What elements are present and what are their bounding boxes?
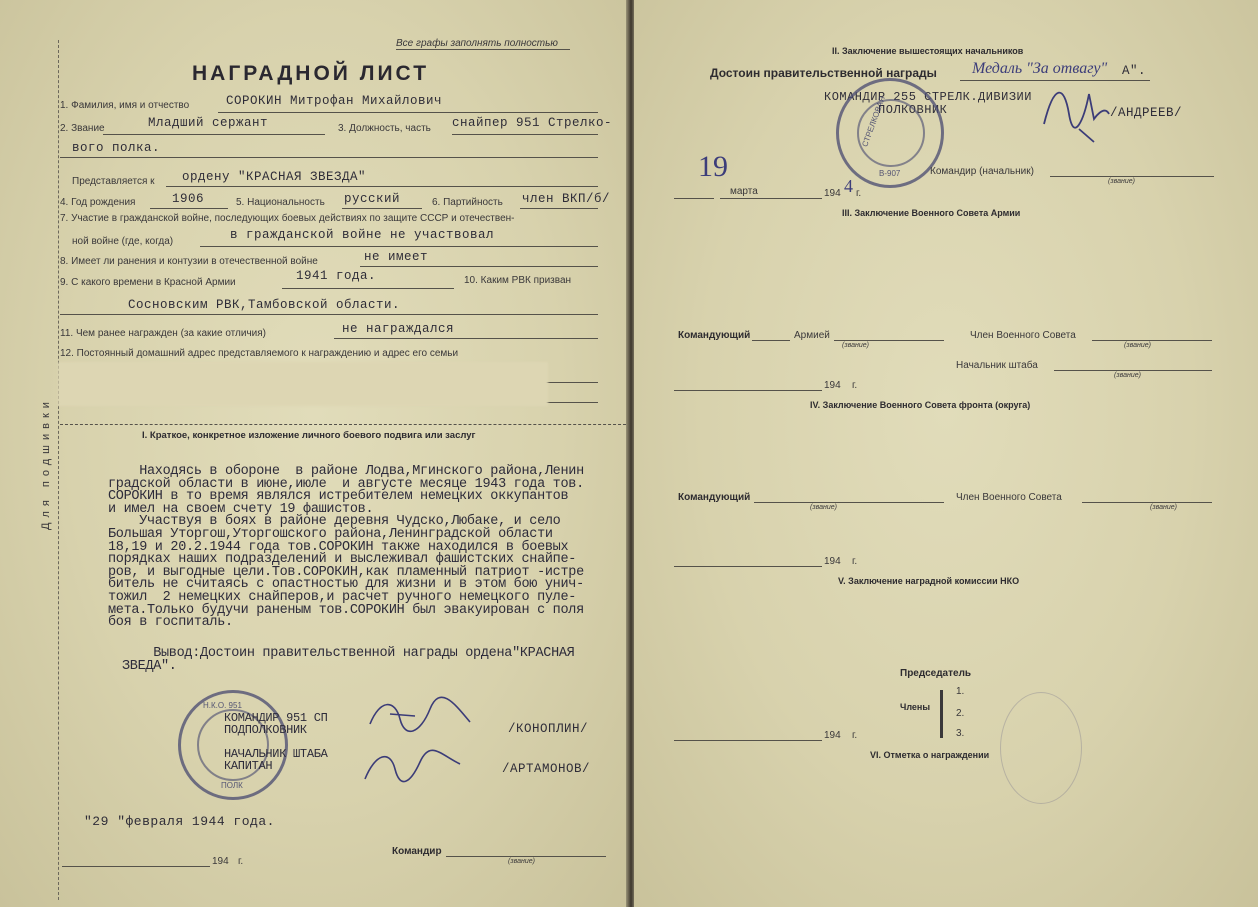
army-council-label: Член Военного Совета <box>970 330 1076 341</box>
field-army-since-value: 1941 года. <box>296 269 377 283</box>
field-birth-label: 4. Год рождения <box>60 197 136 208</box>
date-day: 19 <box>698 150 728 183</box>
field-nation-value: русский <box>344 192 401 206</box>
field-position-label: 3. Должность, часть <box>338 123 431 134</box>
field-name-label: 1. Фамилия, имя и отчество <box>60 100 190 111</box>
signer-name-2: /АРТАМОНОВ/ <box>502 762 591 776</box>
field-party-value: член ВКП/б/ <box>522 192 611 206</box>
section4-title: IV. Заключение Военного Совета фронта (округа) <box>810 400 1031 410</box>
document-title: НАГРАДНОЙ ЛИСТ <box>192 62 430 85</box>
date-suffix: г. <box>856 188 862 199</box>
army-year: 194 <box>824 380 841 391</box>
field-wounds-label: 8. Имеет ли ранения и контузии в отечественной войне <box>60 256 318 267</box>
redacted-address <box>58 362 548 406</box>
front-council-label: Член Военного Совета <box>956 492 1062 503</box>
commission-year: 194 <box>824 730 841 741</box>
date-month: марта <box>730 186 758 197</box>
bottom-year: 194 <box>212 856 229 867</box>
field-war-label: 7. Участие в гражданской войне, последующих боевых действиях по защите СССР и отечествен- <box>60 213 515 224</box>
signer-name-1: /КОНОПЛИН/ <box>508 722 589 736</box>
field-position-cont: вого полка. <box>72 141 161 155</box>
front-year-g: г. <box>852 556 858 567</box>
front-year: 194 <box>824 556 841 567</box>
citation-text: Находясь в обороне в районе Лодва,Мгинского района,Ленин градской области в июне,июле и августе месяце 1943 года тов. СОРОКИН в то время являлся истребителем немецких оккупантов и имел на своем счету 19 фашистов. Участвуя в боях в районе деревня Чудско,Любаке, и село Большая Уторгош,Уторгошского района,Ленинградской области 18,19 и 20.2.1944 года тов.СОРОКИН также находился в боевых порядках наших подразделений и выслеживал фашистских снайпе- ров, и выгодные цели.Тов.СОРОКИН,как пламенный патриот -истре битель не считаясь с опастностью для жизни и в этом бою унич- тожил 2 немецких снайперов,и расчет ручного немецкого пуле- мета.Только будучи раненым тов.СОРОКИН был эвакуирован с поля боя в госпиталь. <box>108 464 584 631</box>
bottom-zvanie: (звание) <box>508 858 535 865</box>
worthy-tail: А". <box>1122 64 1147 78</box>
section1-title: I. Краткое, конкретное изложение личного боевого подвига или заслуг <box>142 430 476 441</box>
signing-date: "29 "февраля 1944 года. <box>84 814 275 829</box>
field-awards-label: 11. Чем ранее награжден (за какие отличия) <box>60 328 266 339</box>
member-2: 2. <box>956 708 965 719</box>
division-rank: ПОЛКОВНИК <box>878 103 948 117</box>
division-commander: КОМАНДИР 255 СТРЕЛК.ДИВИЗИИ <box>824 90 1032 104</box>
section3-title: III. Заключение Военного Совета Армии <box>842 208 1021 218</box>
field-birth-value: 1906 <box>172 192 205 206</box>
field-address-label: 12. Постоянный домашний адрес представляемого к награждению и адрес его семьи <box>60 348 459 359</box>
conclusion-text: Вывод:Достоин правительственной награды ордена"КРАСНАЯ ЗВЕДА". <box>122 646 575 674</box>
chairman-label: Председатель <box>900 668 972 679</box>
date-year-hand: 4 <box>844 176 853 196</box>
bottom-year-suffix: г. <box>238 856 244 867</box>
left-page <box>0 0 628 907</box>
right-page <box>634 0 1258 907</box>
field-rank-label: 2. Звание <box>60 123 105 134</box>
commander-zvanie: (звание) <box>1108 178 1135 185</box>
field-wounds-value: не имеет <box>364 250 429 264</box>
army-commander-label: Командующий <box>678 330 751 341</box>
field-rank-value: Младший сержант <box>148 116 269 130</box>
field-repr-label: Представляется к <box>72 176 155 187</box>
member-1: 1. <box>956 686 965 697</box>
field-army-since-label: 9. С какого времени в Красной Армии <box>60 277 236 288</box>
division-commander-name: /АНДРЕЕВ/ <box>1110 106 1183 120</box>
signature-block: КОМАНДИР 951 СП ПОДПОЛКОВНИК НАЧАЛЬНИК ШТАБА КАПИТАН <box>224 711 328 773</box>
regiment-stamp: Н.К.О. 951 ПОЛК <box>178 690 288 800</box>
field-rvk-label: 10. Каким РВК призван <box>464 275 572 286</box>
front-commander-label: Командующий <box>678 492 751 503</box>
date-year: 194 <box>824 188 841 199</box>
field-name-value: СОРОКИН Митрофан Михайлович <box>226 94 443 108</box>
chief-staff-label: Начальник штаба <box>956 360 1038 371</box>
field-rvk-value: Сосновским РВК,Тамбовской области. <box>128 298 401 312</box>
worthy-handwritten: Медаль "За отвагу" <box>972 60 1108 77</box>
field-party-label: 6. Партийность <box>432 197 503 208</box>
side-label: Для подшивки <box>40 397 52 530</box>
faded-stamp <box>1000 692 1082 804</box>
army-year-g: г. <box>852 380 858 391</box>
signature-scribbles <box>360 694 500 794</box>
commander-signature <box>1034 74 1114 144</box>
field-war-value: в гражданской войне не участвовал <box>230 228 495 242</box>
front-council-zvanie: (звание) <box>1150 504 1177 511</box>
army-zvanie: (звание) <box>842 342 869 349</box>
bottom-commander-label: Командир <box>392 846 442 857</box>
worthy-label: Достоин правительственной награды <box>710 66 937 80</box>
section6-title: VI. Отметка о награждении <box>870 750 990 760</box>
field-repr-value: ордену "КРАСНАЯ ЗВЕЗДА" <box>182 170 367 184</box>
commander-label: Командир (начальник) <box>930 166 1034 177</box>
commission-year-g: г. <box>852 730 858 741</box>
army-council-zvanie: (звание) <box>1124 342 1151 349</box>
section2-title: II. Заключение вышестоящих начальников <box>832 46 1024 56</box>
margin-line <box>58 40 59 900</box>
field-position-value: снайпер 951 Стрелко- <box>452 116 613 130</box>
army-label: Армией <box>794 330 830 341</box>
division-stamp: СТРЕЛКОВАЯ В-907 <box>836 78 944 188</box>
front-commander-zvanie: (звание) <box>810 504 837 511</box>
members-label: Члены <box>900 702 931 712</box>
chief-staff-zvanie: (звание) <box>1114 372 1141 379</box>
top-note: Все графы заполнять полностью <box>396 38 558 49</box>
section5-title: V. Заключение наградной комиссии НКО <box>838 576 1020 586</box>
field-nation-label: 5. Национальность <box>236 197 325 208</box>
field-war-label2: ной войне (где, когда) <box>72 236 174 247</box>
field-awards-value: не награждался <box>342 322 455 336</box>
member-3: 3. <box>956 728 965 739</box>
